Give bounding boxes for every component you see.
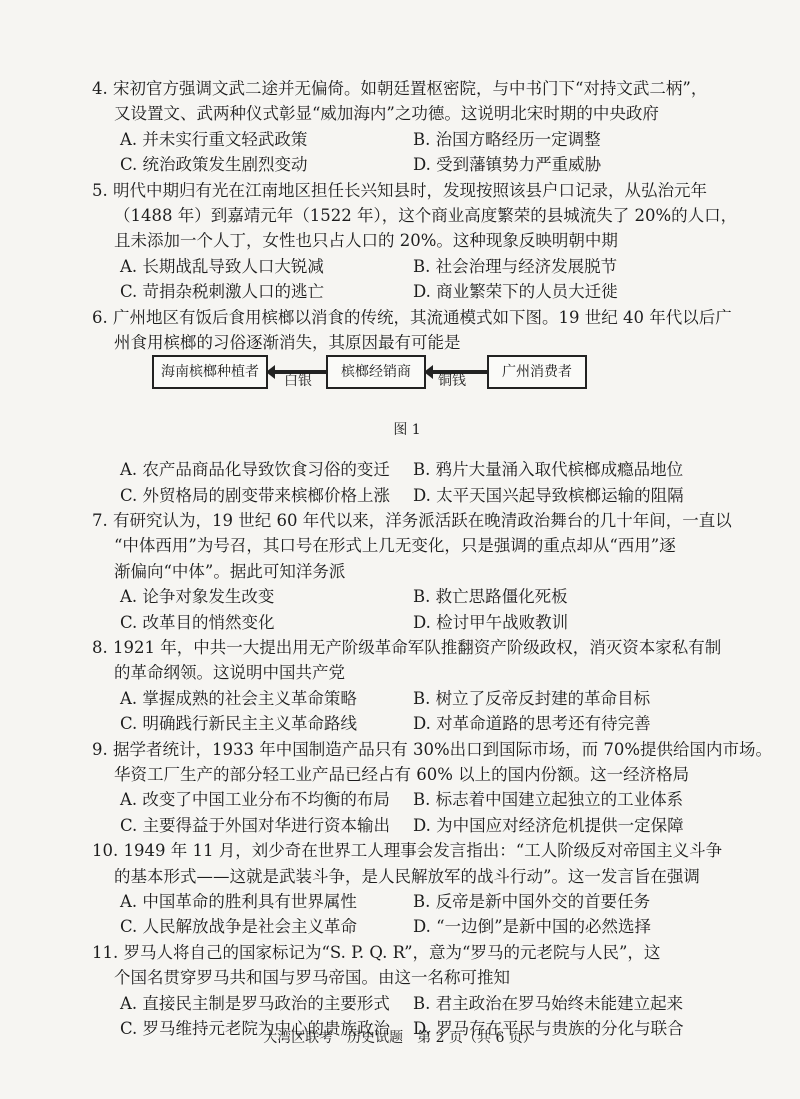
option-c: C. 罗马维持元老院为中心的贵族政治 xyxy=(120,1018,391,1038)
option-a: A. 直接民主制是罗马政治的主要形式 xyxy=(120,993,390,1013)
figure-1-diagram xyxy=(92,355,722,457)
option-row xyxy=(92,889,722,914)
arrow-label-silver: 白银 xyxy=(284,373,312,390)
question-stem-line: （1488 年）到嘉靖元年（1522 年），这个商业高度繁荣的县城流失了 20%的人口， xyxy=(114,205,738,225)
option-b: B. 反帝是新中国外交的首要任务 xyxy=(413,891,651,911)
option-c: C. 主要得益于外国对华进行资本输出 xyxy=(120,815,391,835)
option-a: A. 掌握成熟的社会主义革命策略 xyxy=(120,688,357,708)
option-row xyxy=(92,610,722,635)
option-row xyxy=(92,127,722,152)
question-stem-line: 的革命纲领。这说明中国共产党 xyxy=(114,663,345,683)
questions-4-6 xyxy=(92,76,738,355)
box-betel-dealer: 槟榔经销商 xyxy=(326,355,426,389)
option-a: A. 改变了中国工业分布不均衡的布局 xyxy=(120,790,390,810)
option-row xyxy=(92,914,722,939)
option-row xyxy=(92,787,722,812)
option-a: A. 论争对象发生改变 xyxy=(120,587,275,607)
box-guangzhou-consumers: 广州消费者 xyxy=(487,355,587,389)
page-footer: 大湾区联考 历史试题 第 2 页（共 6 页） xyxy=(263,1030,537,1046)
question-stem-line: “中体西用”为号召，其口号在形式上几无变化，只是强调的重点却从“西用”逐 xyxy=(114,536,676,556)
option-c: C. 人民解放战争是社会主义革命 xyxy=(120,917,358,937)
option-row xyxy=(92,152,722,177)
question-stem-line: 4. 宋初官方强调文武二途并无偏倚。如朝廷置枢密院，与中书门下“对持文武二柄”， xyxy=(92,79,708,98)
option-b: B. 鸦片大量涌入取代槟榔成瘾品地位 xyxy=(413,460,684,480)
question-stem-line: 9. 据学者统计，1933 年中国制造产品只有 30%出口到国际市场，而 70%提供给国内市场。 xyxy=(92,739,773,759)
option-d: D. “一边倒”是新中国的必然选择 xyxy=(413,917,652,937)
option-row xyxy=(92,711,722,736)
option-c: C. 外贸格局的剧变带来槟榔价格上涨 xyxy=(120,485,391,505)
option-d: D. 受到藩镇势力严重威胁 xyxy=(413,155,602,175)
option-b: B. 君主政治在罗马始终未能建立起来 xyxy=(413,993,684,1013)
option-c: C. 统治政策发生剧烈变动 xyxy=(120,155,308,175)
question-stem-line: 渐偏向“中体”。据此可知洋务派 xyxy=(114,561,346,581)
question-stem-line: 且未添加一个人丁，女性也只占人口的 20%。这种现象反映明朝中期 xyxy=(114,231,618,251)
question-stem-line: 8. 1921 年，中共一大提出用无产阶级革命军队推翻资产阶级政权，消灭资本家私有制 xyxy=(92,638,722,658)
option-row xyxy=(92,483,722,508)
option-b: B. 救亡思路僵化死板 xyxy=(413,587,568,607)
option-row xyxy=(92,584,722,609)
question-stem-line: 华资工厂生产的部分轻工业产品已经占有 60% 以上的国内份额。这一经济格局 xyxy=(114,764,690,784)
question-stem-line: 的基本形式——这就是武装斗争，是人民解放军的战斗行动”。这一发言旨在强调 xyxy=(114,866,700,886)
exam-page xyxy=(92,76,773,1041)
box-hainan-growers: 海南槟榔种植者 xyxy=(152,355,268,389)
option-row xyxy=(92,254,722,279)
option-d: D. 对革命道路的思考还有待完善 xyxy=(413,714,651,734)
option-b: B. 社会治理与经济发展脱节 xyxy=(413,256,618,276)
question-stem-line: 又设置文、武两种仪式彰显“威加海内”之功德。这说明北宋时期的中央政府 xyxy=(114,104,659,124)
question-stem-line: 11. 罗马人将自己的国家标记为“S. P. Q. R”，意为“罗马的元老院与人民”，这 xyxy=(92,942,661,962)
question-stem-line: 6. 广州地区有饭后食用槟榔以消食的传统，其流通模式如下图。19 世纪 40 年代以后广 xyxy=(92,307,732,327)
option-d: D. 检讨甲午战败教训 xyxy=(413,612,569,632)
question-stem-line: 7. 有研究认为，19 世纪 60 年代以来，洋务派活跃在晚清政治舞台的几十年间，一直以 xyxy=(92,511,732,531)
arrow-label-copper: 铜钱 xyxy=(438,373,466,390)
option-d: D. 为中国应对经济危机提供一定保障 xyxy=(413,815,684,835)
option-b: B. 治国方略经历一定调整 xyxy=(413,129,601,149)
option-c: C. 明确践行新民主主义革命路线 xyxy=(120,714,358,734)
option-a: A. 长期战乱导致人口大锐减 xyxy=(120,256,324,276)
option-b: B. 树立了反帝反封建的革命目标 xyxy=(413,688,651,708)
question-stem-line: 10. 1949 年 11 月，刘少奇在世界工人理事会发言指出：“工人阶级反对帝国主义斗争 xyxy=(92,841,723,861)
question-stem-line: 个国名贯穿罗马共和国与罗马帝国。由这一名称可推知 xyxy=(114,968,510,988)
option-c: C. 苛捐杂税刺激人口的逃亡 xyxy=(120,282,325,302)
option-row xyxy=(92,279,722,304)
option-a: A. 中国革命的胜利具有世界属性 xyxy=(120,891,357,911)
questions-6-11 xyxy=(92,457,773,1041)
option-d: D. 商业繁荣下的人员大迁徙 xyxy=(413,282,618,302)
option-d: D. 罗马存在平民与贵族的分化与联合 xyxy=(413,1018,684,1038)
option-row xyxy=(92,991,722,1016)
option-c: C. 改革目的悄然变化 xyxy=(120,612,275,632)
option-b: B. 标志着中国建立起独立的工业体系 xyxy=(413,790,684,810)
question-stem-line: 5. 明代中期归有光在江南地区担任长兴知县时，发现按照该县户口记录，从弘治元年 xyxy=(92,180,707,200)
option-d: D. 太平天国兴起导致槟榔运输的阻隔 xyxy=(413,485,684,505)
option-row xyxy=(92,686,722,711)
option-row xyxy=(92,813,722,838)
option-a: A. 并未实行重文轻武政策 xyxy=(120,129,308,149)
figure-caption: 图 1 xyxy=(393,422,421,439)
option-row xyxy=(92,457,722,482)
question-stem-line: 州食用槟榔的习俗逐渐消失，其原因最有可能是 xyxy=(114,332,461,352)
option-a: A. 农产品商品化导致饮食习俗的变迁 xyxy=(120,460,390,480)
